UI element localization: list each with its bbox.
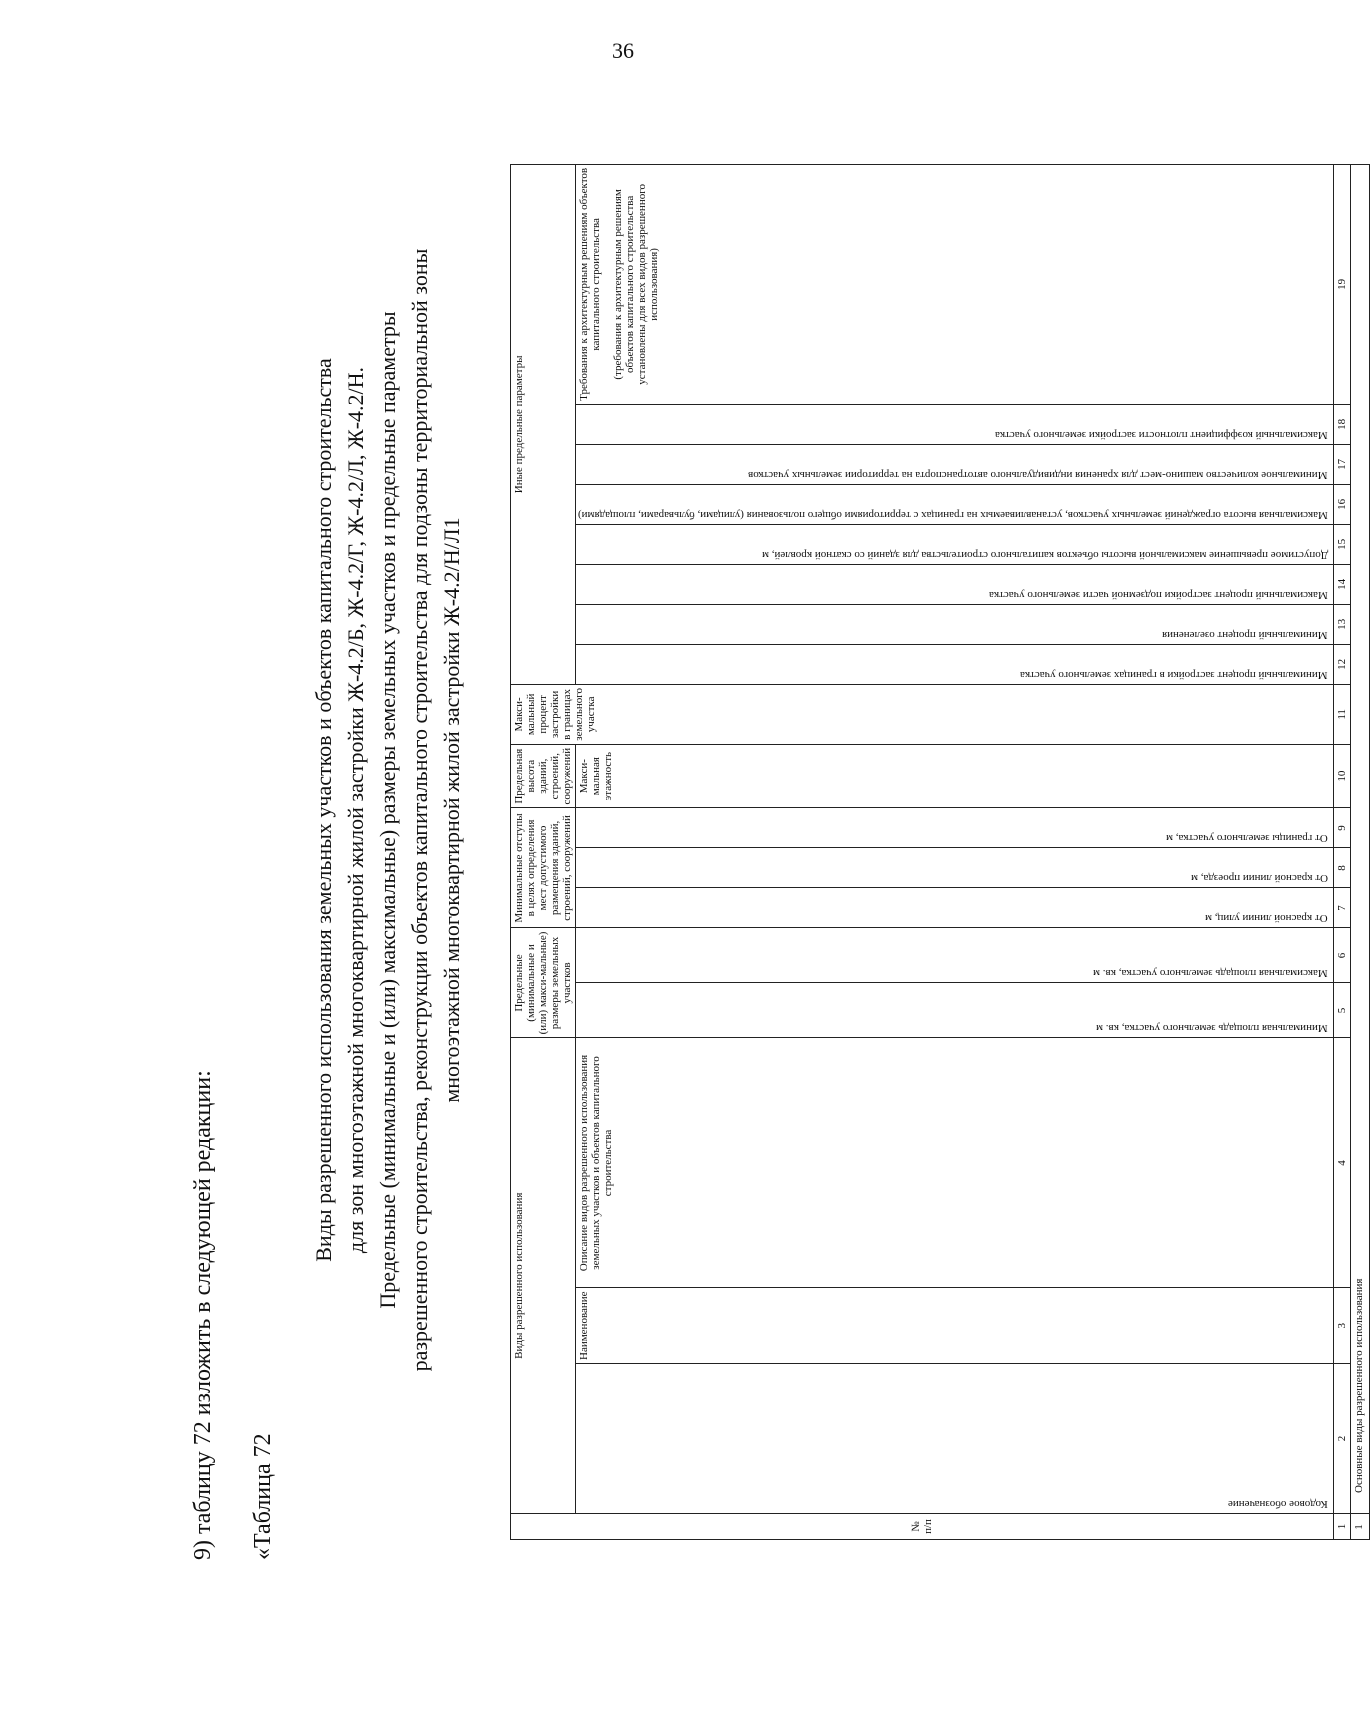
col-parking-header: Минимальное количество машино-мест для хранения индивидуального автотранспорта на территории земельных участков [576,444,1334,484]
column-number: 9 [1333,808,1350,848]
col-arch-title: Требования к архитектурным решениям объектов капитального строительства [578,167,602,401]
col-arch-note: (требования к архитектурным решениям объектов капитального строительства установлены для всех видов разрешенного использования) [612,184,660,385]
column-number: 16 [1333,484,1350,524]
column-number: 6 [1333,928,1350,983]
page-number: 36 [612,38,634,63]
col-name-header: Наименование [576,1288,1334,1364]
col-code-header: Кодовое обозначение [576,1364,1334,1514]
col-off-drive-header: От красной линии проезда, м [576,848,1334,888]
col-fence-header: Максимальная высота ограждений земельных участков, устанавливаемых на границах с территориями общего пользования (улицами, бульварами, площадями) [576,484,1334,524]
title-line: Предельные (минимальные и (или) максимальные) размеры земельных участков и предельные параметры [375,311,400,1309]
column-number: 1 [1333,1514,1350,1540]
col-off-street-header: От красной линии улиц, м [576,888,1334,928]
col-arch-header [576,164,1334,404]
section-title: Основные виды разрешенного использования [1350,164,1369,1513]
col-floors-header: Макси-мальная этажность [576,744,1334,808]
col-max-area-header: Максимальная площадь земельного участка, кв. м [576,928,1334,983]
col-green-header: Минимальный процент озеленения [576,604,1334,644]
column-number: 14 [1333,564,1350,604]
col-min-pct-header: Минимальный процент застройки в границах земельного участка [576,644,1334,684]
col-under-header: Максимальный процент застройки подземной части земельного участка [576,564,1334,604]
column-number: 18 [1333,404,1350,444]
column-number: 5 [1333,983,1350,1038]
col-desc-header: Описание видов разрешенного использования земельных участков и объектов капитального строительства [576,1038,1334,1288]
column-numbers-row [1333,164,1350,1539]
col-min-area-header: Минимальная площадь земельного участка, кв. м [576,983,1334,1038]
column-number: 17 [1333,444,1350,484]
column-number: 11 [1333,684,1350,744]
column-number: 10 [1333,744,1350,808]
col-density-header: Максимальный коэффициент плотности застройки земельного участка [576,404,1334,444]
intro-text: 9) таблицу 72 изложить в следующей редакции: [190,1070,216,1560]
col-num-header: № п/п [511,1514,1334,1540]
table-label: «Таблица 72 [250,1433,276,1560]
column-number: 4 [1333,1038,1350,1288]
column-number: 2 [1333,1364,1350,1514]
col-excess-header: Допустимое превышение максимальной высоты объектов капитального строительства для зданий со скатной кровлей, м [576,524,1334,564]
column-number: 8 [1333,848,1350,888]
table-title [308,60,468,1560]
title-line: Виды разрешенного использования земельных участков и объектов капитального строительства [311,358,336,1262]
column-number: 13 [1333,604,1350,644]
section-number: 1 [1350,1514,1369,1540]
col-height-header: Предельная высота зданий, строений, сооружений [511,744,576,808]
title-line: для зон многоэтажной многоквартирной жилой застройки Ж-4.2/Б, Ж-4.2/Г, Ж-4.2/Л, Ж-4.2/Н. [343,366,368,1254]
col-offsets-header: Минимальные отступы в целях определения мест допустимого размещения зданий, строений, сооружений [511,808,576,928]
col-off-border-header: От границы земельного участка, м [576,808,1334,848]
column-number: 3 [1333,1288,1350,1364]
column-number: 19 [1333,164,1350,404]
column-number: 12 [1333,644,1350,684]
parameters-table [510,164,1370,1540]
col-other-header: Иные предельные параметры [511,164,576,684]
title-line: многоэтажной многоквартирной жилой застройки Ж-4.2/Н/Л1 [439,517,464,1103]
column-number: 15 [1333,524,1350,564]
rotated-content [190,60,1365,1560]
col-vri-header: Виды разрешенного использования [511,1038,576,1514]
section-row [1350,164,1369,1539]
title-line: разрешенного строительства, реконструкции объектов капитального строительства для подзоны территориальной зоны [407,248,432,1372]
col-sizes-header: Предельные (минимальные и (или) макси-мальные) размеры земельных участков [511,928,576,1038]
column-number: 7 [1333,888,1350,928]
col-max-pct-header: Макси-мальный процент застройки в границах земельного участка [511,684,1334,744]
